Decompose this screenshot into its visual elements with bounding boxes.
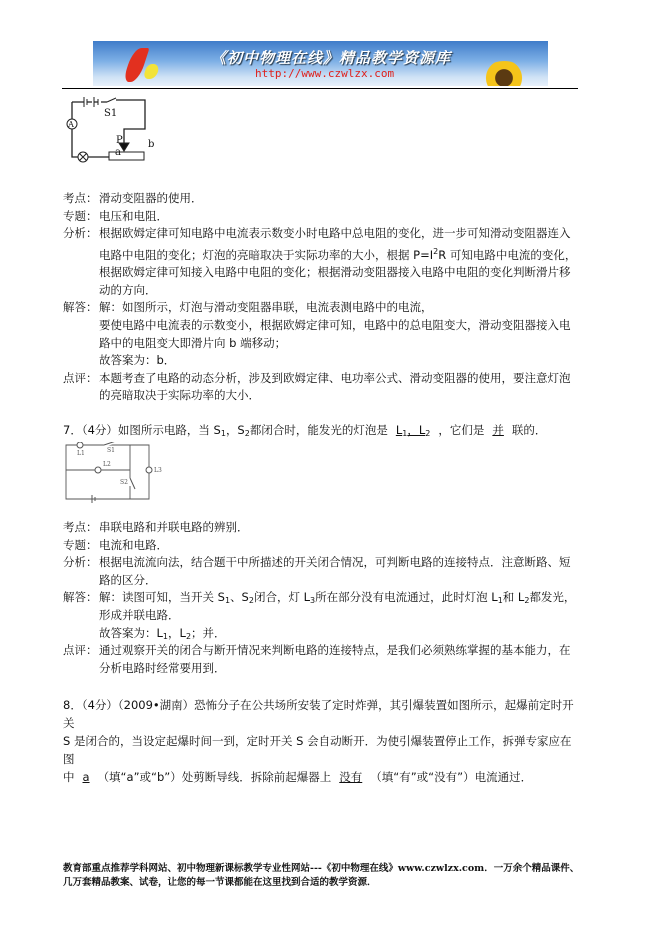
sunflower-icon <box>481 61 527 86</box>
text-line <box>99 299 583 317</box>
row-label: 专题： <box>63 208 98 223</box>
text-run: 8．（4分）（2009•湖南）恐怖分子在公共场所安装了定时炸弹，其引爆装置如图所示，起爆前定时开关 <box>63 698 574 730</box>
analysis-row <box>63 519 583 537</box>
text-line <box>99 572 583 590</box>
row-label: 解答： <box>63 300 98 315</box>
answer-blank <box>75 770 98 784</box>
row-label: 点评： <box>63 643 98 658</box>
row-content <box>99 190 583 208</box>
text-run: 根据欧姆定律可知电路中电流表示数变小时电路中总电阻的变化，进一步可知滑动变阻器连入 <box>99 226 571 241</box>
subscript: 1 <box>497 596 503 606</box>
text-run: 的亮暗取决于实际功率的大小． <box>99 388 260 403</box>
header-divider <box>62 88 578 89</box>
text-line <box>99 519 583 537</box>
text-line <box>99 660 583 678</box>
text-line <box>99 370 583 388</box>
text-run: a <box>82 770 90 784</box>
text-run: 、S <box>230 590 249 605</box>
text-run: 故答案为：L <box>99 625 163 640</box>
subscript: 3 <box>310 596 316 606</box>
row-label: 点评： <box>63 370 98 385</box>
text-line <box>99 335 583 353</box>
answer-blank <box>388 423 439 437</box>
text-run: 7．（4分）如图所示电路，当 S <box>63 423 221 437</box>
q7-analysis <box>63 519 583 677</box>
text-line <box>99 642 583 660</box>
text-line <box>63 696 583 732</box>
banner-url: http://www.czwlzx.com <box>255 67 395 80</box>
text-line <box>99 387 583 405</box>
row-label: 解答： <box>63 590 98 605</box>
subscript: 1 <box>224 596 231 606</box>
label-s2: S2 <box>120 479 128 486</box>
text-run: 动的方向． <box>99 282 157 297</box>
row-content <box>99 208 583 226</box>
row-content <box>99 519 583 537</box>
label-p: P <box>116 135 123 146</box>
circuit-diagram-2 <box>64 442 164 504</box>
banner-title: 《初中物理在线》精品教学资源库 <box>211 49 452 67</box>
row-label: 分析： <box>63 555 98 570</box>
text-run: 本题考查了电路的动态分析，涉及到欧姆定律、电功率公式、滑动变阻器的使用，要注意灯泡 <box>99 370 571 385</box>
header-banner <box>93 41 548 86</box>
text-run: 解：如图所示，灯泡与滑动变阻器串联，电流表测电路中的电流， <box>99 300 433 315</box>
subscript: 1 <box>162 631 169 641</box>
label-l1: L1 <box>77 450 85 457</box>
subscript: 2 <box>425 429 431 438</box>
circuit-diagram-1 <box>64 95 164 171</box>
text-run: ，S <box>225 423 245 437</box>
text-run: R 可知电路中电流的变化， <box>438 247 577 262</box>
page-footer <box>63 862 603 890</box>
text-run: 路中的电阻变大即滑片向 b 端移动； <box>99 335 287 350</box>
label-end-a: a <box>115 147 121 158</box>
row-content <box>99 537 583 555</box>
text-run: 都闭合时，能发光的灯泡是 <box>249 423 388 437</box>
row-content <box>99 642 583 677</box>
analysis-row <box>63 589 583 642</box>
subscript: 2 <box>248 596 254 606</box>
text-run: 所在部分没有电流通过，此时灯泡 L <box>315 590 498 605</box>
text-line <box>99 625 583 643</box>
text-run: 联的． <box>511 423 547 437</box>
analysis-row <box>63 208 583 226</box>
text-line <box>99 208 583 226</box>
text-line <box>99 554 583 572</box>
analysis-row <box>63 225 583 299</box>
row-label: 专题： <box>63 537 98 552</box>
text-run: 通过观察开关的闭合与断开情况来判断电路的连接特点，是我们必须熟练掌握的基本能力，在 <box>99 643 571 658</box>
subscript: 1 <box>402 429 408 438</box>
text-run: 故答案为：b． <box>99 353 176 368</box>
text-run: 没有 <box>339 770 363 784</box>
row-label: 分析： <box>63 226 98 241</box>
text-run: 和 L <box>502 590 525 605</box>
text-line <box>99 317 583 335</box>
logo-accent-icon <box>143 64 161 79</box>
row-label: 考点： <box>63 520 98 534</box>
text-line <box>99 607 583 625</box>
text-run: 电路中电阻的变化；灯泡的亮暗取决于实际功率的大小，根据 P=I <box>99 247 434 262</box>
text-line <box>99 352 583 370</box>
text-run: 电压和电阻． <box>99 208 168 223</box>
text-run: 解：读图可知，当开关 S <box>99 590 225 605</box>
text-run: 滑动变阻器的使用． <box>99 191 203 205</box>
superscript: 2 <box>433 246 439 256</box>
text-line <box>63 732 583 768</box>
text-line <box>99 282 583 300</box>
text-line <box>99 537 583 555</box>
row-label: 考点： <box>63 191 98 205</box>
text-run: 形成并联电路． <box>99 607 180 622</box>
q6-analysis <box>63 190 583 405</box>
subscript: 2 <box>524 596 530 606</box>
subscript: 1 <box>220 429 226 438</box>
analysis-row <box>63 554 583 589</box>
text-run: 分析电路时经常要用到． <box>99 660 226 675</box>
label-s1: S1 <box>104 108 118 119</box>
text-line <box>99 243 583 264</box>
text-run: 根据欧姆定律可知接入电路中电阻的变化；根据滑动变阻器接入电路中电阻的变化判断滑片移 <box>99 265 571 280</box>
q8-question <box>63 696 583 786</box>
answer-blank <box>484 423 512 437</box>
label-l3: L3 <box>154 467 162 474</box>
text-run: ，L <box>407 423 426 437</box>
text-run: 并 <box>492 423 504 437</box>
text-run: 闭合，灯 L <box>253 590 311 605</box>
text-run: 要使电路中电流表的示数变小，根据欧姆定律可知，电路中的总电阻变大，滑动变阻器接入电 <box>99 317 571 332</box>
footer-line-1: 教育部重点推荐学科网站、初中物理新课标教学专业性网站---《初中物理在线》www.czwlzx.com．一万余个精品课件、 <box>63 863 580 874</box>
subscript: 2 <box>244 429 250 438</box>
row-content <box>99 370 583 405</box>
label-a-meter: A <box>68 120 74 129</box>
text-run: 串联电路和并联电路的辨别． <box>99 520 249 534</box>
analysis-row <box>63 299 583 369</box>
label-s1: S1 <box>107 447 115 454</box>
row-content <box>99 554 583 589</box>
text-line <box>63 768 583 786</box>
analysis-row <box>63 370 583 405</box>
text-run: S 是闭合的，当设定起爆时间一到，定时开关 S 会自动断开．为使引爆装置停止工作，拆弹专家应在图 <box>63 734 572 766</box>
text-run: ；并． <box>191 625 226 640</box>
row-content <box>99 299 583 369</box>
text-run: 中 <box>63 770 75 784</box>
footer-line-2: 几万套精品教案、试卷，让您的每一节课都能在这里找到合适的教学资源． <box>63 877 377 888</box>
analysis-row <box>63 537 583 555</box>
text-run: ，L <box>168 625 186 640</box>
text-line <box>99 225 583 243</box>
text-run: 电流和电路． <box>99 537 168 552</box>
text-run: L <box>395 423 403 437</box>
text-line <box>99 589 583 607</box>
text-run: （填“有”或“没有”）电流通过． <box>370 770 533 784</box>
text-run: ，它们是 <box>438 423 485 437</box>
q7-question <box>63 421 583 439</box>
subscript: 2 <box>185 631 192 641</box>
analysis-row <box>63 642 583 677</box>
text-run: 路的区分． <box>99 572 157 587</box>
text-run: 根据电流流向法，结合题干中所描述的开关闭合情况，可判断电路的连接特点．注意断路、短 <box>99 555 571 570</box>
text-line <box>99 190 583 208</box>
row-content <box>99 225 583 299</box>
text-run: （填“a”或“b”）处剪断导线．拆除前起爆器上 <box>97 770 332 784</box>
answer-blank <box>331 770 370 784</box>
analysis-row <box>63 190 583 208</box>
text-run: 都发光， <box>529 590 576 605</box>
text-line <box>99 264 583 282</box>
label-l2: L2 <box>103 461 111 468</box>
label-end-b: b <box>148 139 155 150</box>
row-content <box>99 589 583 642</box>
